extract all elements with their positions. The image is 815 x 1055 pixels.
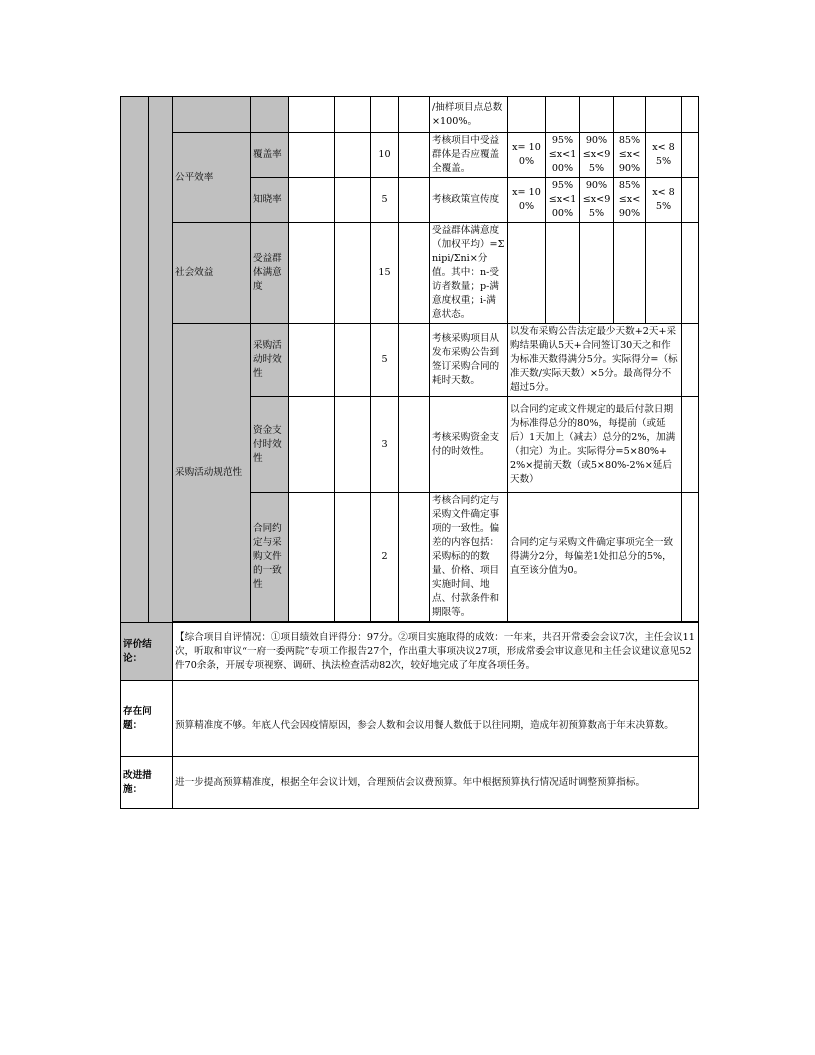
level1-cell xyxy=(121,97,149,623)
rule-cell: 合同约定与采购文件确定事项完全一致得满分2分，每偏差1处扣总分的5%，直至该分值为0。 xyxy=(508,493,682,622)
table-row: 公平效率 覆盖率 10 考核项目中受益群体是否应覆盖全覆盖。 x= 100% 95%≤x<100% 90%≤x<95% 85%≤x<90% x< 85% xyxy=(121,133,699,178)
level3-cell: 受益群体满意度 xyxy=(251,223,289,324)
level3-cell: 采购活动时效性 xyxy=(251,324,289,397)
level2-cell: 采购活动规范性 xyxy=(173,324,251,622)
measures-row xyxy=(121,757,699,809)
formula-cell: /抽样项目点总数×100%。 xyxy=(430,97,508,133)
level3-cell: 覆盖率 xyxy=(251,133,289,178)
evaluation-table xyxy=(120,96,699,809)
level2-cell: 公平效率 xyxy=(173,133,251,223)
level1b-cell xyxy=(149,97,173,623)
measures-label: 改进措施： xyxy=(121,757,173,809)
table-row xyxy=(121,324,699,397)
score-cell: 2 xyxy=(371,493,399,622)
desc-cell: 考核项目中受益群体是否应覆盖全覆盖。 xyxy=(430,133,508,178)
desc-cell: 考核采购资金支付的时效性。 xyxy=(430,397,508,493)
desc-cell: 考核政策宣传度 xyxy=(430,178,508,223)
conclusion-row xyxy=(121,623,699,681)
level3-cell: 合同约定与采购文件的一致性 xyxy=(251,493,289,622)
score-cell: 10 xyxy=(371,133,399,178)
level3-cell: 知晓率 xyxy=(251,178,289,223)
level2-cell: 社会效益 xyxy=(173,223,251,324)
desc-cell: 受益群体满意度（加权平均）=Σnipi/Σni×分值。其中：n-受访者数量；p-满意度权重；i-满意状态。 xyxy=(430,223,508,324)
desc-cell: 考核采购项目从发布采购公告到签订采购合同的耗时天数。 xyxy=(430,324,508,397)
rule-cell: 以合同约定或文件规定的最后付款日期为标准得总分的80%，每提前（或延后）1天加上（减去）总分的2%，加满（扣完）为止。实际得分=5×80%+2%×提前天数（或5×80%-2%×延后天数） xyxy=(508,397,682,493)
score-cell: 3 xyxy=(371,397,399,493)
conclusion-label: 评价结论： xyxy=(121,623,173,681)
measures-text: 进一步提高预算精准度，根据全年会议计划，合理预估会议费预算。年中根据预算执行情况适时调整预算指标。 xyxy=(173,757,699,809)
score-cell: 5 xyxy=(371,324,399,397)
conclusion-text: 【综合项目自评情况：①项目绩效自评得分：97分。②项目实施取得的成效：一年来，共召开常委会会议7次，主任会议11次，听取和审议“一府一委两院”专项工作报告27个，作出重大事项决议27项，形成常委会审议意见和主任会议建议意见52件70余条，开展专项视察、调研、执法检查活动82次，较好地完成了年度各项任务。 xyxy=(173,623,699,681)
level3-cell: 资金支付时效性 xyxy=(251,397,289,493)
problems-row xyxy=(121,681,699,757)
level2-cell xyxy=(173,97,251,133)
level3-cell xyxy=(251,97,289,133)
score-cell: 5 xyxy=(371,178,399,223)
table-row xyxy=(121,97,699,133)
score-cell: 15 xyxy=(371,223,399,324)
table-row xyxy=(121,223,699,324)
desc-cell: 考核合同约定与采购文件确定事项的一致性。偏差的内容包括：采购标的的数量、价格、项目实施时间、地点、付款条件和期限等。 xyxy=(430,493,508,622)
table-row: 知晓率 5 考核政策宣传度 x= 100% 95%≤x<100% 90%≤x<95% 85%≤x<90% x< 85% xyxy=(121,178,699,223)
problems-text: 预算精准度不够。年底人代会因疫情原因，参会人数和会议用餐人数低于以往同期，造成年初预算数高于年末决算数。 xyxy=(173,681,699,757)
rule-cell: 以发布采购公告法定最少天数+2天+采购结果确认5天+合同签订30天之和作为标准天数得满分5分。实际得分=（标准天数/实际天数）×5分。最高得分不超过5分。 xyxy=(508,324,682,397)
problems-label: 存在问题： xyxy=(121,681,173,757)
